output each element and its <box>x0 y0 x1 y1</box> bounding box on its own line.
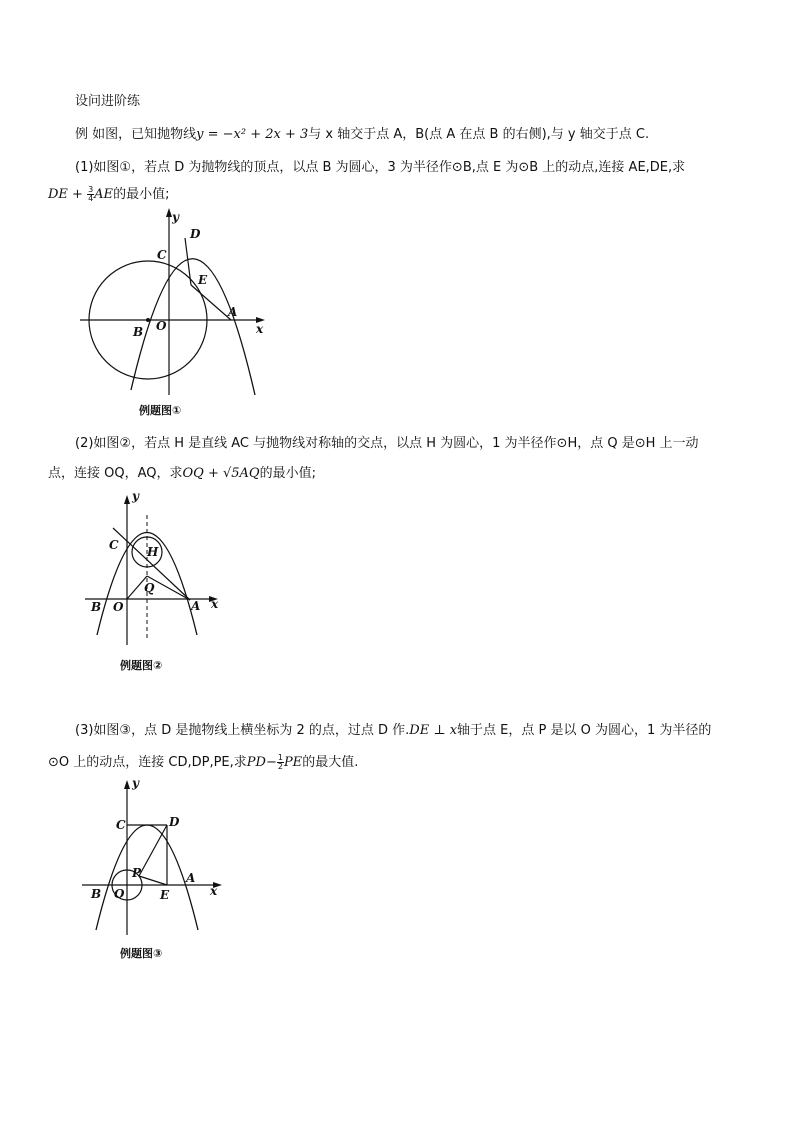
label-e: E <box>198 273 208 287</box>
q1-line-1: (1)如图①，若点 D 为抛物线的顶点，以点 B 为圆心，3 为半径作⊙B,点 E 为⊙B 上的动点,连接 AE,DE,求 <box>75 160 686 175</box>
figure-3-diagram <box>82 775 232 940</box>
y-axis-arrow <box>124 495 130 504</box>
q2-expr: OQ + √5AQ <box>182 466 260 481</box>
intro-text <box>75 126 649 144</box>
intro-part-1: 例 如图，已知抛物线 <box>75 127 197 142</box>
segment-de <box>185 238 191 285</box>
intro-part-2: 与 x 轴交于点 A，B(点 A 在点 B 的右侧),与 y 轴交于点 C. <box>308 127 650 142</box>
q3-fraction <box>277 754 284 771</box>
q3-frac-den: 2 <box>277 762 283 771</box>
q3-line-1 <box>75 722 711 740</box>
figure-1 <box>75 205 275 400</box>
label-e: E <box>160 888 170 902</box>
parabola <box>96 825 198 930</box>
label-o: O <box>156 319 167 333</box>
q2-line-1: (2)如图②，若点 H 是直线 AC 与抛物线对称轴的交点，以点 H 为圆心，1 为半径作⊙H，点 Q 是⊙H 上一动 <box>75 436 699 451</box>
label-y: y <box>172 210 179 224</box>
section-title: 设问进阶练 <box>75 94 141 109</box>
label-x: x <box>211 597 219 611</box>
label-p: P <box>132 866 142 880</box>
q1-expr-a: DE + <box>48 187 88 202</box>
label-o: O <box>114 887 125 901</box>
label-b: B <box>91 600 102 614</box>
segment-ea <box>191 285 231 320</box>
label-d: D <box>169 815 180 829</box>
label-a: A <box>228 305 238 319</box>
label-x: x <box>210 884 218 898</box>
q3-line-2-a: ⊙O 上的动点，连接 CD,DP,PE,求 <box>48 755 247 770</box>
label-y: y <box>132 776 139 790</box>
figure-3 <box>82 775 232 940</box>
figure-1-diagram <box>75 205 275 400</box>
q3-frac-num: 1 <box>277 753 283 762</box>
q3-line-1-a: (3)如图③，点 D 是抛物线上横坐标为 2 的点，过点 D 作. <box>75 723 410 738</box>
q3-tail: 的最大值. <box>302 755 359 770</box>
figure-2 <box>85 490 225 650</box>
label-a: A <box>186 871 196 885</box>
q3-expr-a: PD− <box>246 755 277 770</box>
label-b: B <box>133 325 144 339</box>
q3-line-1-b: 轴于点 E，点 P 是以 O 为圆心，1 为半径的 <box>457 723 712 738</box>
label-b: B <box>91 887 102 901</box>
q1-frac-den: 4 <box>88 194 94 203</box>
label-c: C <box>109 538 119 552</box>
q1-tail: 的最小值; <box>113 187 170 202</box>
q1-expr-b: AE <box>94 187 114 202</box>
q1-frac-num: 3 <box>88 185 94 194</box>
parabola <box>131 259 255 395</box>
parabola-equation: y = −x² + 2x + 3 <box>196 127 309 142</box>
q2-line-2-a: 点，连接 OQ，AQ，求 <box>48 466 183 481</box>
label-y: y <box>132 489 139 503</box>
label-x: x <box>256 322 264 336</box>
segment-dp <box>139 825 167 876</box>
label-c: C <box>116 818 126 832</box>
label-o: O <box>113 600 124 614</box>
label-c: C <box>157 248 167 262</box>
figure-2-diagram <box>85 490 225 650</box>
label-q: Q <box>144 581 155 595</box>
point-b-dot <box>146 318 150 322</box>
q1-line-2 <box>48 186 169 204</box>
label-h: H <box>147 545 159 559</box>
q3-line-2 <box>48 754 358 772</box>
q2-line-2 <box>48 465 316 483</box>
segment-pe <box>139 876 167 885</box>
q2-tail: 的最小值; <box>259 466 316 481</box>
label-a: A <box>191 599 201 613</box>
caption-figure-3: 例题图③ <box>120 947 163 960</box>
label-d: D <box>190 227 201 241</box>
y-axis-arrow <box>124 780 130 789</box>
caption-figure-2: 例题图② <box>120 659 163 672</box>
caption-figure-1: 例题图① <box>139 404 182 417</box>
q3-expr-perp: DE ⊥ x <box>409 723 458 738</box>
q3-expr-b: PE <box>283 755 303 770</box>
